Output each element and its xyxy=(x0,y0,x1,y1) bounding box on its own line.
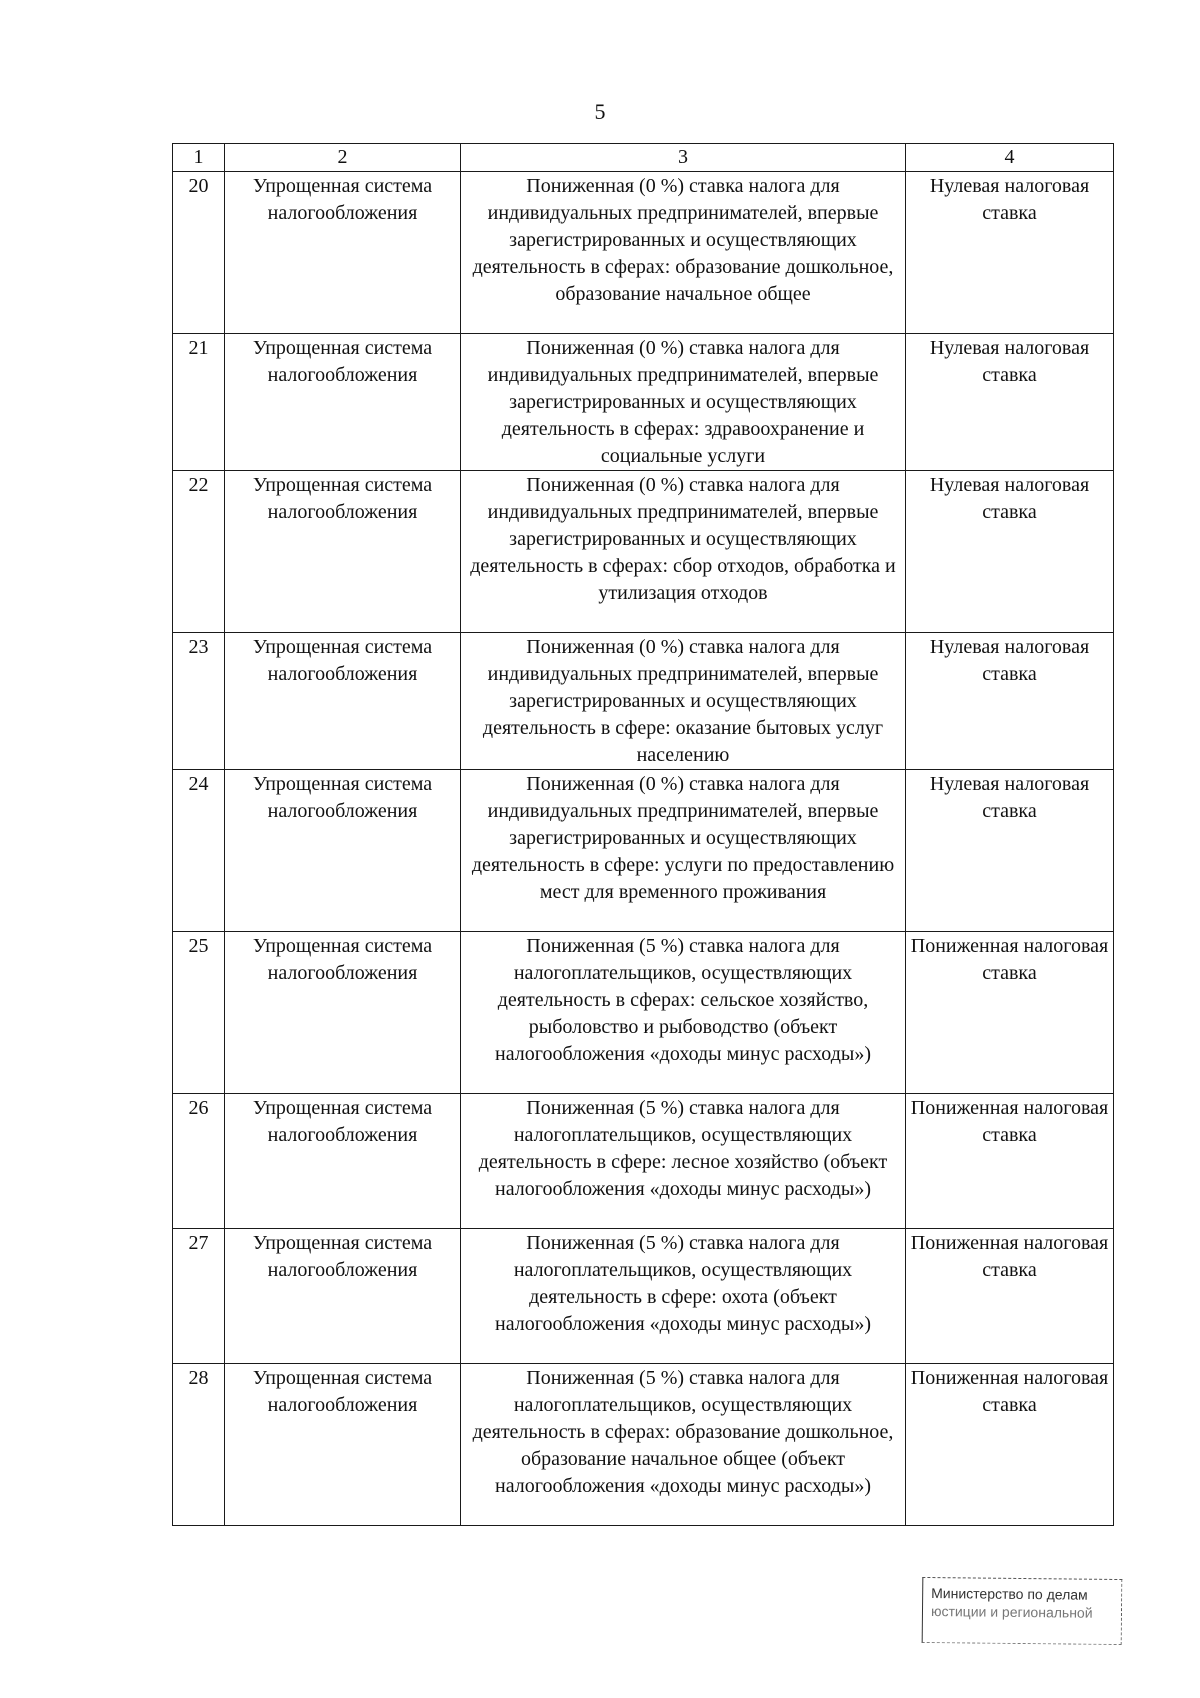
table-row xyxy=(173,1094,1114,1229)
table-row xyxy=(173,471,1114,633)
table-row xyxy=(173,172,1114,334)
column-header-2: 2 xyxy=(225,144,461,172)
rate-cell: Нулевая налоговая ставка xyxy=(906,471,1114,633)
ministry-stamp xyxy=(922,1577,1123,1645)
row-number: 27 xyxy=(173,1229,225,1364)
tax-system-cell: Упрощенная система налогообложения xyxy=(225,1364,461,1526)
row-number: 24 xyxy=(173,770,225,932)
tax-system-cell: Упрощенная система налогообложения xyxy=(225,1094,461,1229)
row-number: 21 xyxy=(173,334,225,471)
rate-cell: Нулевая налоговая ставка xyxy=(906,770,1114,932)
rate-cell: Пониженная налоговая ставка xyxy=(906,1364,1114,1526)
rate-cell: Пониженная налоговая ставка xyxy=(906,932,1114,1094)
rate-cell: Пониженная налоговая ставка xyxy=(906,1094,1114,1229)
description-cell: Пониженная (5 %) ставка налога для налогоплательщиков, осуществляющих деятельность в сферах: сельское хозяйство, рыболовство и рыбоводство (объект налогообложения «доходы минус расходы») xyxy=(461,932,906,1094)
row-number: 26 xyxy=(173,1094,225,1229)
table-row xyxy=(173,633,1114,770)
description-cell: Пониженная (5 %) ставка налога для налогоплательщиков, осуществляющих деятельность в сфере: лесное хозяйство (объект налогообложения «доходы минус расходы») xyxy=(461,1094,906,1229)
table-row xyxy=(173,770,1114,932)
rate-cell: Пониженная налоговая ставка xyxy=(906,1229,1114,1364)
column-header-3: 3 xyxy=(461,144,906,172)
tax-system-cell: Упрощенная система налогообложения xyxy=(225,334,461,471)
description-cell: Пониженная (0 %) ставка налога для индивидуальных предпринимателей, впервые зарегистрированных и осуществляющих деятельность в сферах: сбор отходов, обработка и утилизация отходов xyxy=(461,471,906,633)
row-number: 28 xyxy=(173,1364,225,1526)
row-number: 23 xyxy=(173,633,225,770)
stamp-line-2: юстиции и региональной xyxy=(930,1603,1093,1621)
description-cell: Пониженная (0 %) ставка налога для индивидуальных предпринимателей, впервые зарегистрированных и осуществляющих деятельность в сферах: образование дошкольное, образование начальное общее xyxy=(461,172,906,334)
table-row xyxy=(173,1229,1114,1364)
rate-cell: Нулевая налоговая ставка xyxy=(906,172,1114,334)
row-number: 22 xyxy=(173,471,225,633)
tax-system-cell: Упрощенная система налогообложения xyxy=(225,770,461,932)
column-header-4: 4 xyxy=(906,144,1114,172)
table-row xyxy=(173,1364,1114,1526)
table-row xyxy=(173,932,1114,1094)
table-header-row xyxy=(173,144,1114,172)
column-header-1: 1 xyxy=(173,144,225,172)
row-number: 20 xyxy=(173,172,225,334)
description-cell: Пониженная (0 %) ставка налога для индивидуальных предпринимателей, впервые зарегистрированных и осуществляющих деятельность в сфере: оказание бытовых услуг населению xyxy=(461,633,906,770)
tax-system-cell: Упрощенная система налогообложения xyxy=(225,1229,461,1364)
tax-system-cell: Упрощенная система налогообложения xyxy=(225,471,461,633)
tax-rates-table xyxy=(172,143,1114,1526)
tax-system-cell: Упрощенная система налогообложения xyxy=(225,932,461,1094)
page-number: 5 xyxy=(594,99,606,124)
tax-system-cell: Упрощенная система налогообложения xyxy=(225,633,461,770)
rate-cell: Нулевая налоговая ставка xyxy=(906,334,1114,471)
description-cell: Пониженная (5 %) ставка налога для налогоплательщиков, осуществляющих деятельность в сферах: образование дошкольное, образование начальное общее (объект налогообложения «доходы минус расходы») xyxy=(461,1364,906,1526)
description-cell: Пониженная (0 %) ставка налога для индивидуальных предпринимателей, впервые зарегистрированных и осуществляющих деятельность в сфере: услуги по предоставлению мест для временного проживания xyxy=(461,770,906,932)
stamp-line-1: Министерство по делам xyxy=(931,1585,1088,1603)
table-row xyxy=(173,334,1114,471)
description-cell: Пониженная (0 %) ставка налога для индивидуальных предпринимателей, впервые зарегистрированных и осуществляющих деятельность в сферах: здравоохранение и социальные услуги xyxy=(461,334,906,471)
row-number: 25 xyxy=(173,932,225,1094)
rate-cell: Нулевая налоговая ставка xyxy=(906,633,1114,770)
tax-system-cell: Упрощенная система налогообложения xyxy=(225,172,461,334)
description-cell: Пониженная (5 %) ставка налога для налогоплательщиков, осуществляющих деятельность в сфере: охота (объект налогообложения «доходы минус расходы») xyxy=(461,1229,906,1364)
